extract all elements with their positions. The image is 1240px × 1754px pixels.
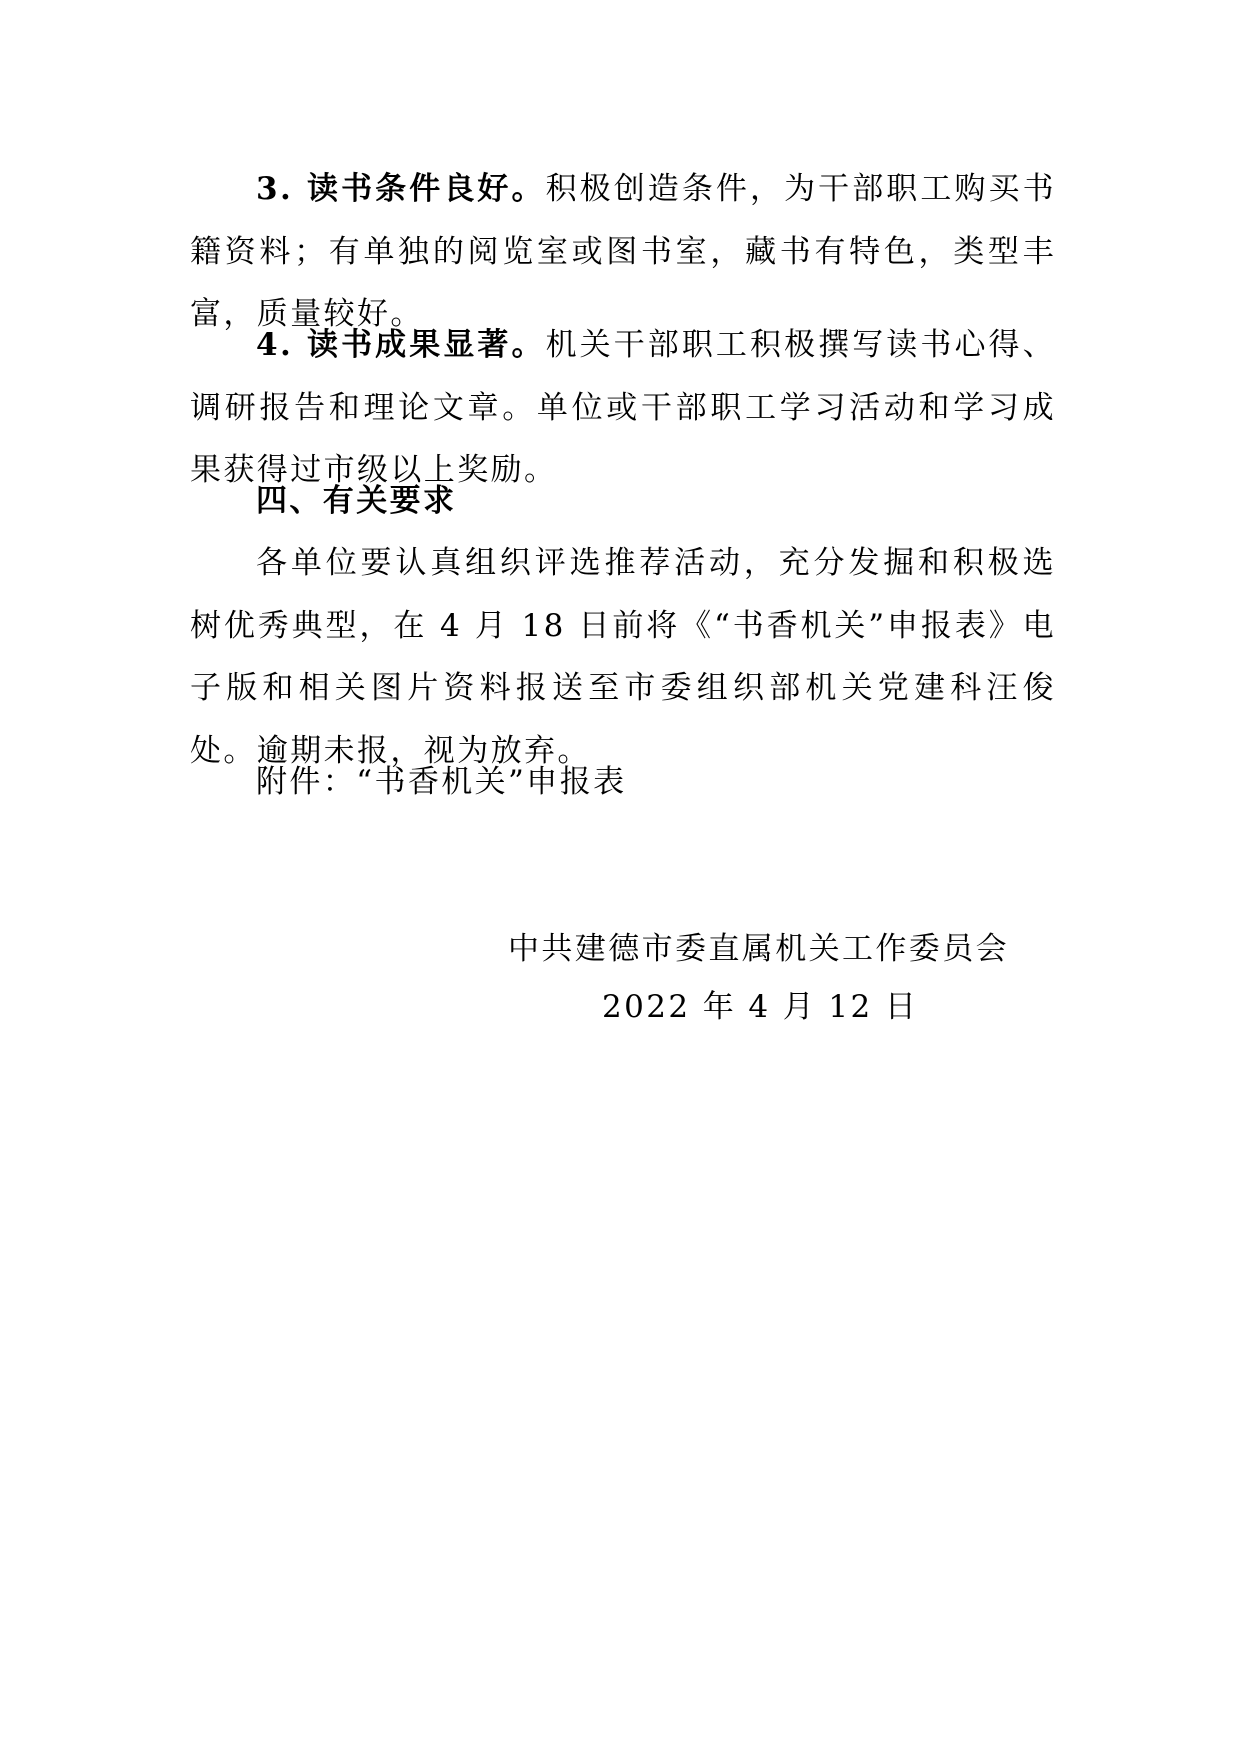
paragraph-lead: 4. 读书成果显著。 bbox=[256, 327, 546, 363]
paragraph-requirements bbox=[190, 532, 1056, 782]
paragraph-lead: 3. 读书条件良好。 bbox=[256, 171, 546, 207]
attachment-line: 附件：“书香机关”申报表 bbox=[256, 764, 627, 800]
paragraph-body: 各单位要认真组织评选推荐活动，充分发掘和积极选树优秀典型，在 4 月 18 日前将《“书香机关”申报表》电子版和相关图片资料报送至市委组织部机关党建科汪俊处。逾期未报，视为放弃。 bbox=[190, 545, 1056, 769]
signature-date: 2022 年 4 月 12 日 bbox=[602, 989, 919, 1025]
section-heading-requirements: 四、有关要求 bbox=[256, 483, 457, 519]
signature-organization: 中共建德市委直属机关工作委员会 bbox=[508, 931, 1009, 967]
paragraph-body: 积极创造条件，为干部职工购买书籍资料；有单独的阅览室或图书室，藏书有特色，类型丰富，质量较好。 bbox=[190, 171, 1057, 332]
paragraph-body: 机关干部职工积极撰写读书心得、调研报告和理论文章。单位或干部职工学习活动和学习成果获得过市级以上奖励。 bbox=[190, 327, 1057, 488]
